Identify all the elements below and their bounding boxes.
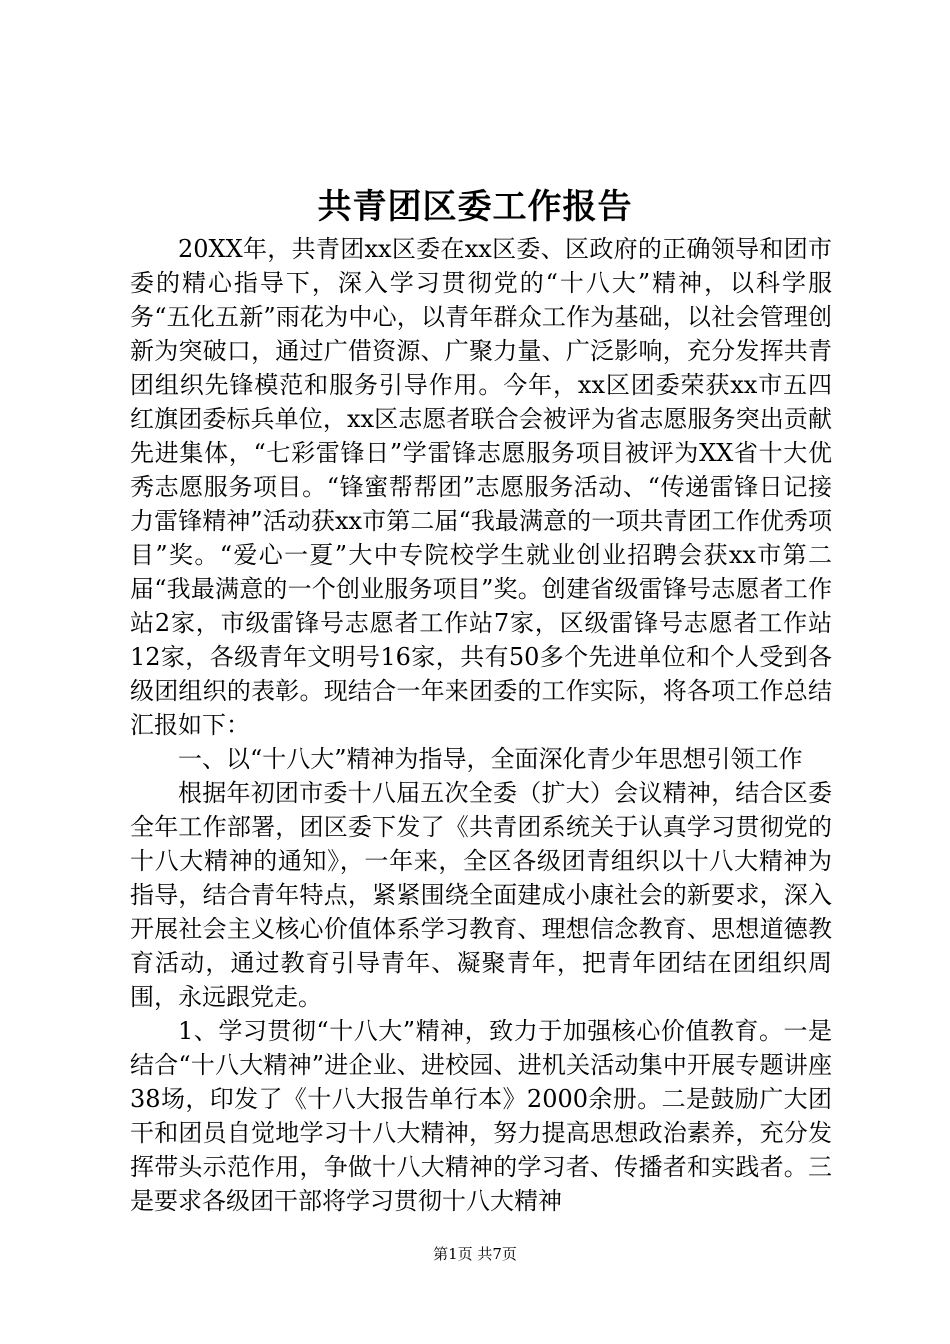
page-number-footer: 第1页 共7页 — [433, 1245, 517, 1263]
paragraph-section-1: 根据年初团市委十八届五次全委（扩大）会议精神，结合区委全年工作部署，团区委下发了《共青团系统关于认真学习贯彻党的十八大精神的通知》，一年来，全区各级团青组织以十八大精神为指导，结合青年特点，紧紧围绕全面建成小康社会的新要求，深入开展社会主义核心价值体系学习教育、理想信念教育、思想道德教育活动，通过教育引导青年、凝聚青年，把青年团结在团组织周围，永远跟党走。 — [130, 779, 832, 1011]
paragraph-item-1: 1、学习贯彻“十八大”精神，致力于加强核心价值教育。一是结合“十八大精神”进企业、进校园、进机关活动集中开展专题讲座38场，印发了《十八大报告单行本》2000余册。二是鼓励广大团干和团员自觉地学习十八大精神，努力提高思想政治素养，充分发挥带头示范作用，争做十八大精神的学习者、传播者和实践者。三是要求各级团干部将学习贯彻十八大精神 — [130, 1017, 832, 1215]
document-title: 共青团区委工作报告 — [317, 187, 633, 227]
paragraph-intro: 20XX年，共青团xx区委在xx区委、区政府的正确领导和团市委的精心指导下，深入学习贯彻党的“十八大”精神，以科学服务“五化五新”雨花为中心，以青年群众工作为基础，以社会管理创新为突破口，通过广借资源、广聚力量、广泛影响，充分发挥共青团组织先锋模范和服务引导作用。今年，xx区团委荣获xx市五四红旗团委标兵单位，xx区志愿者联合会被评为省志愿服务突出贡献先进集体，“七彩雷锋日”学雷锋志愿服务项目被评为XX省十大优秀志愿服务项目。“锋蜜帮帮团”志愿服务活动、“传递雷锋日记接力雷锋精神”活动获xx市第二届“我最满意的一项共青团工作优秀项目”奖。“爱心一夏”大中专院校学生就业创业招聘会获xx市第二届“我最满意的一个创业服务项目”奖。创建省级雷锋号志愿者工作站2家，市级雷锋号志愿者工作站7家，区级雷锋号志愿者工作站12家，各级青年文明号16家，共有50多个先进单位和个人受到各级团组织的表彰。现结合一年来团委的工作实际，将各项工作总结汇报如下： — [130, 235, 832, 739]
document-body — [130, 232, 832, 1218]
section-heading-1: 一、以“十八大”精神为指导，全面深化青少年思想引领工作 — [178, 745, 803, 773]
